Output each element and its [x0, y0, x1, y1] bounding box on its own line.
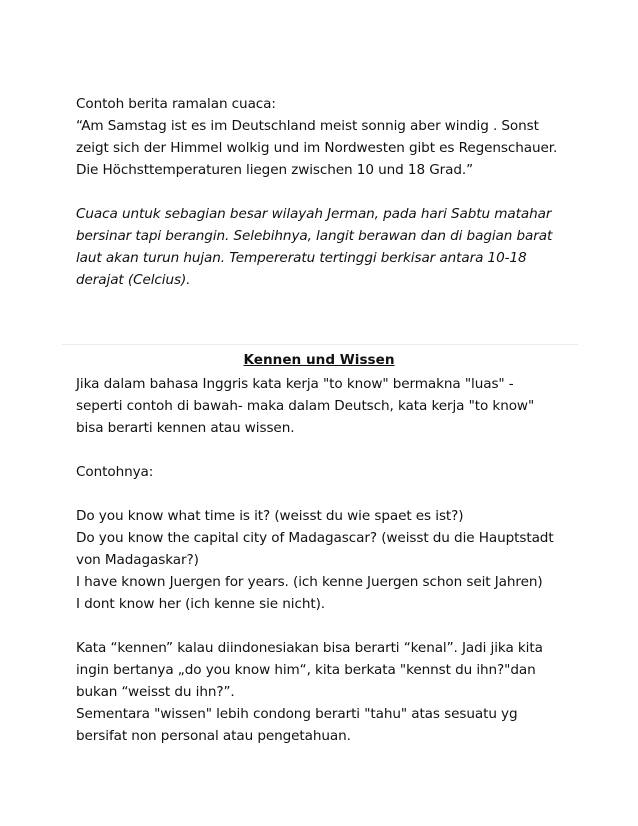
intro-line: Jika dalam bahasa Inggris kata kerja "to know" bermakna "luas" - [76, 376, 514, 392]
weather-intro: Contoh berita ramalan cuaca: [76, 96, 276, 112]
german-forecast-line: zeigt sich der Himmel wolkig und im Nordwesten gibt es Regenschauer. [76, 140, 558, 156]
explanation-line: bersifat non personal atau pengetahuan. [76, 728, 351, 744]
intro-line: seperti contoh di bawah- maka dalam Deutsch, kata kerja "to know" [76, 398, 535, 414]
intro-line: bisa berarti kennen atau wissen. [76, 420, 295, 436]
section-divider [62, 344, 578, 345]
german-forecast-line: Die Höchsttemperaturen liegen zwischen 10 und 18 Grad.” [76, 162, 474, 178]
example-line: I have known Juergen for years. (ich kenne Juergen schon seit Jahren) [76, 574, 543, 590]
section-heading: Kennen und Wissen [243, 352, 395, 368]
spacer [76, 615, 576, 637]
example-line: Do you know what time is it? (weisst du wie spaet es ist?) [76, 508, 464, 524]
example-line: I dont know her (ich kenne sie nicht). [76, 596, 326, 612]
german-forecast-line: “Am Samstag ist es im Deutschland meist sonnig aber windig . Sonst [76, 118, 539, 134]
example-line: von Madagaskar?) [76, 552, 199, 568]
examples-label: Contohnya: [76, 464, 154, 480]
translation-line: Cuaca untuk sebagian besar wilayah Jerman, pada hari Sabtu matahar [76, 206, 552, 222]
translation-line: derajat (Celcius). [76, 272, 191, 288]
example-line: Do you know the capital city of Madagascar? (weisst du die Hauptstadt [76, 530, 554, 546]
weather-example-block [76, 93, 576, 291]
explanation-line: bukan “weisst du ihn?”. [76, 684, 235, 700]
translation-line: laut akan turun hujan. Tempereratu tertinggi berkisar antara 10-18 [76, 250, 527, 266]
translation-line: bersinar tapi berangin. Selebihnya, langit berawan dan di bagian barat [76, 228, 553, 244]
explanation-line: Kata “kennen” kalau diindonesiakan bisa berarti “kenal”. Jadi jika kita [76, 640, 543, 656]
kennen-wissen-block [76, 373, 576, 747]
explanation-line: Sementara "wissen" lebih condong berarti "tahu" atas sesuatu yg [76, 706, 518, 722]
spacer [76, 181, 576, 203]
spacer [76, 439, 576, 461]
explanation-line: ingin bertanya „do you know him“, kita berkata "kennst du ihn?"dan [76, 662, 536, 678]
spacer [76, 483, 576, 505]
